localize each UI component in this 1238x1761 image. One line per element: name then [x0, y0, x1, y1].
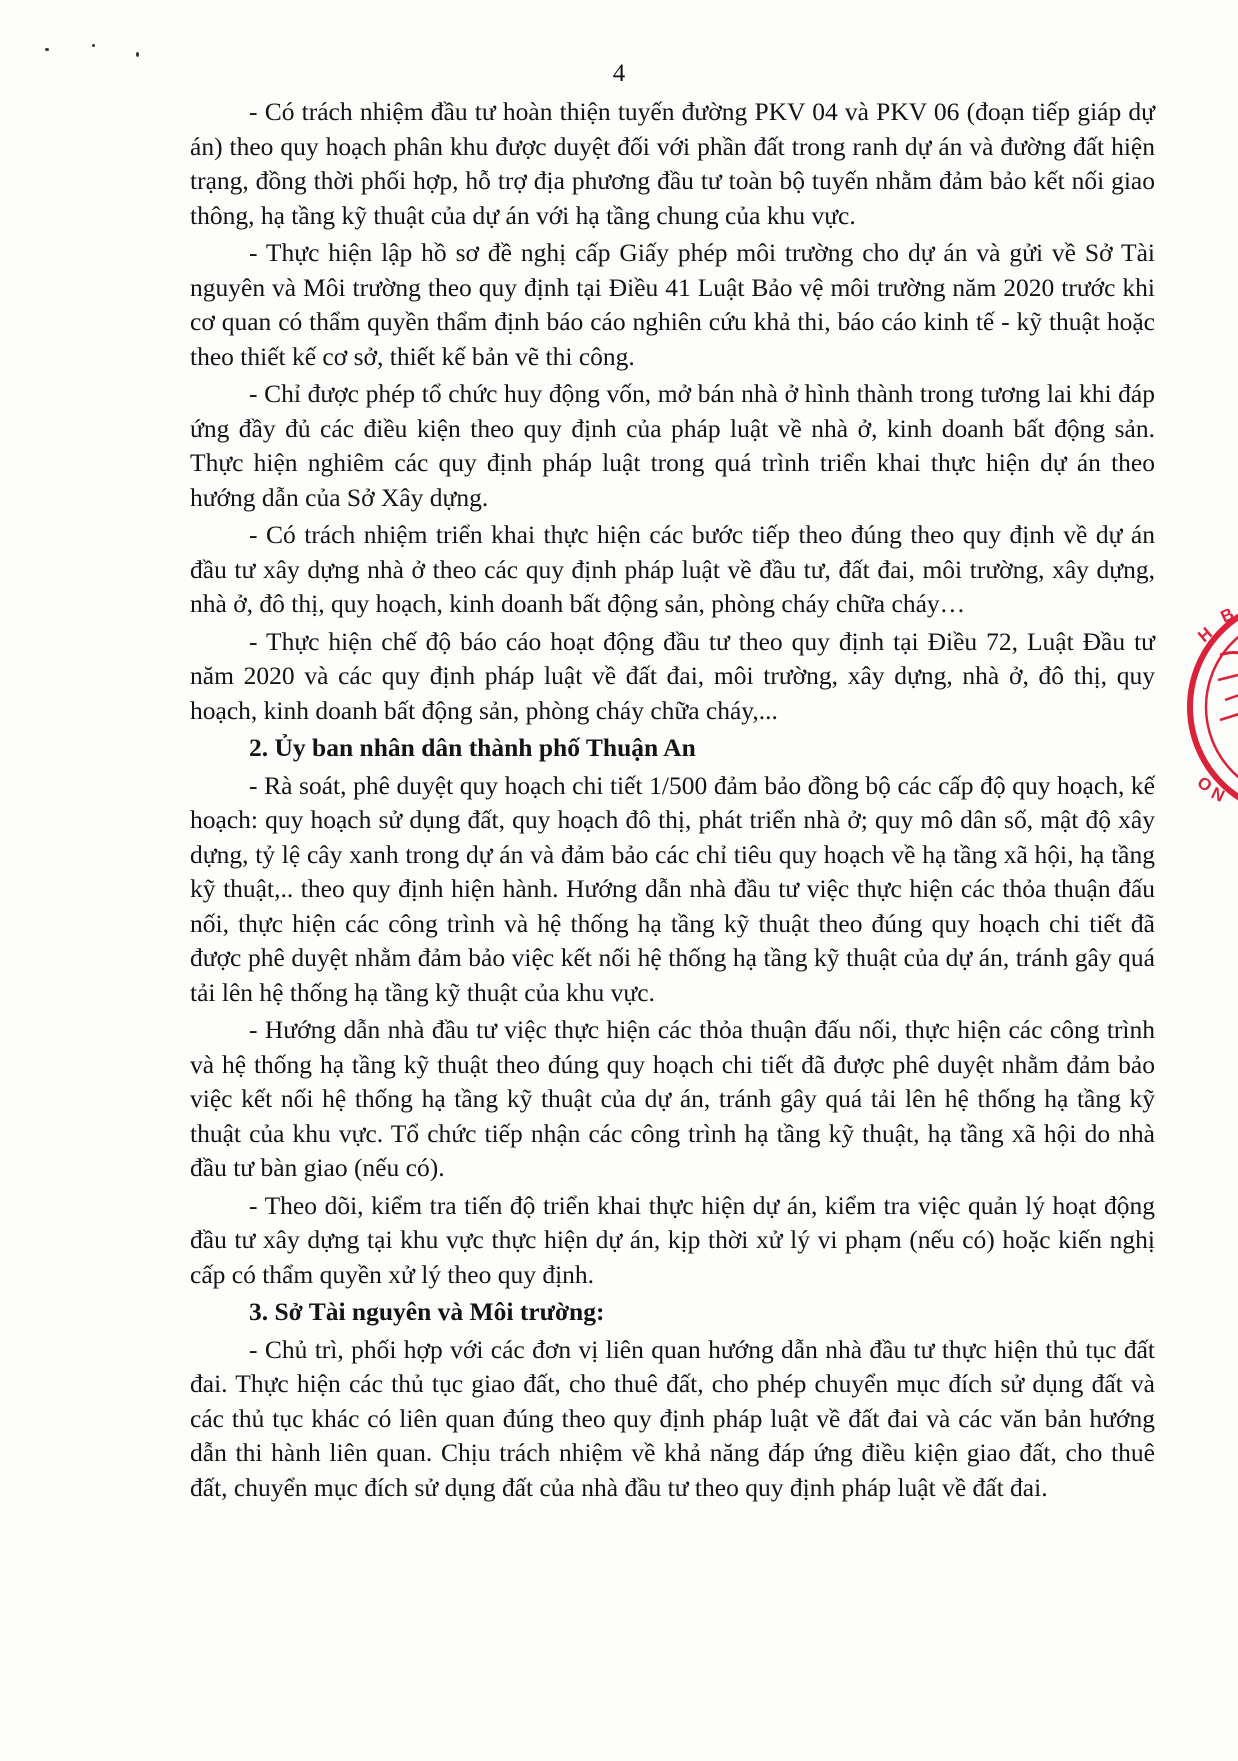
paragraph-capital-mobilization: - Chỉ được phép tổ chức huy động vốn, mở bán nhà ở hình thành trong tương lai khi đáp ứng đầy đủ các điều kiện theo quy định của pháp luật về nhà ở, kinh doanh bất động sản. Thực hiện nghiêm các quy định pháp luật trong quá trình triển khai thực hiện dự án theo hướng dẫn của Sở Xây dựng. — [190, 379, 1155, 512]
paragraph-environment-permit: - Thực hiện lập hồ sơ đề nghị cấp Giấy phép môi trường cho dự án và gửi về Sở Tài nguyên và Môi trường theo quy định tại Điều 41 Luật Bảo vệ môi trường năm 2020 trước khi cơ quan có thẩm quyền thẩm định báo cáo nghiên cứu khả thi, báo cáo kinh tế - kỹ thuật hoặc theo thiết kế cơ sở, thiết kế bản vẽ thi công. — [190, 238, 1155, 371]
red-seal-stamp — [1180, 585, 1238, 835]
paragraph-next-steps: - Có trách nhiệm triển khai thực hiện các bước tiếp theo đúng theo quy định về dự án đầu tư xây dựng nhà ở theo các quy định pháp luật về đầu tư, đất đai, môi trường, xây dựng, nhà ở, đô thị, quy hoạch, kinh doanh bất động sản, phòng cháy chữa cháy… — [190, 520, 1155, 618]
paragraph-land-procedures: - Chủ trì, phối hợp với các đơn vị liên quan hướng dẫn nhà đầu tư thực hiện thủ tục đất đai. Thực hiện các thủ tục giao đất, cho thuê đất, cho phép chuyển mục đích sử dụng đất và các thủ tục khác có liên quan đúng theo quy định pháp luật về đất đai và các văn bản hướng dẫn thi hành liên quan. Chịu trách nhiệm về khả năng đáp ứng điều kiện giao đất, cho thuê đất, chuyển mục đích sử dụng đất của nhà đầu tư theo quy định pháp luật về đất đai. — [190, 1334, 1155, 1502]
scan-speck — [92, 44, 95, 47]
page-number: 4 — [612, 60, 626, 87]
svg-text:H: H — [1194, 623, 1216, 647]
scan-speck — [45, 48, 49, 51]
section-heading-natural-resources: 3. Sở Tài nguyên và Môi trường: — [249, 1297, 605, 1326]
document-body — [190, 95, 1155, 1508]
svg-text:O: O — [1193, 772, 1216, 796]
paragraph-connection-guidance: - Hướng dẫn nhà đầu tư việc thực hiện các thỏa thuận đấu nối, thực hiện các công trình và hệ thống hạ tầng kỹ thuật theo đúng quy hoạch chi tiết đã được phê duyệt nhằm đảm bảo việc kết nối hệ thống hạ tầng kỹ thuật của dự án, tránh gây quá tải lên hệ thống hạ tầng kỹ thuật của khu vực. Tổ chức tiếp nhận các công trình hạ tầng kỹ thuật, hạ tầng xã hội do nhà đầu tư bàn giao (nếu có). — [190, 1015, 1155, 1182]
section-heading-thuan-an: 2. Ủy ban nhân dân thành phố Thuận An — [249, 733, 696, 762]
paragraph-detailed-planning: - Rà soát, phê duyệt quy hoạch chi tiết 1/500 đảm bảo đồng bộ các cấp độ quy hoạch, kế hoạch: quy hoạch sử dụng đất, quy hoạch đô thị, phát triển nhà ở; quy mô dân số, mật độ xây dựng, tỷ lệ cây xanh trong dự án và đảm bảo các chỉ tiêu quy hoạch về hạ tầng xã hội, hạ tầng kỹ thuật,.. theo quy định hiện hành. Hướng dẫn nhà đầu tư việc thực hiện các thỏa thuận đấu nối, thực hiện các công trình và hệ thống hạ tầng kỹ thuật theo đúng quy hoạch chi tiết đã được phê duyệt nhằm đảm bảo việc kết nối hệ thống hạ tầng kỹ thuật của dự án, tránh gây quá tải lên hệ thống hạ tầng kỹ thuật của khu vực. — [190, 770, 1155, 1007]
paragraph-road-investment: - Có trách nhiệm đầu tư hoàn thiện tuyến đường PKV 04 và PKV 06 (đoạn tiếp giáp dự án) theo quy hoạch phân khu được duyệt đối với phần đất trong ranh dự án và đường đất hiện trạng, đồng thời phối hợp, hỗ trợ địa phương đầu tư toàn bộ tuyến nhằm đảm bảo kết nối giao thông, hạ tầng kỹ thuật của dự án với hạ tầng chung của khu vực. — [190, 97, 1155, 230]
paragraph-reporting: - Thực hiện chế độ báo cáo hoạt động đầu tư theo quy định tại Điều 72, Luật Đầu tư năm 2020 và các quy định pháp luật về đất đai, môi trường, xây dựng, nhà ở, đô thị, quy hoạch, kinh doanh bất động sản, phòng cháy chữa cháy,... — [190, 626, 1155, 725]
paragraph-monitoring: - Theo dõi, kiểm tra tiến độ triển khai thực hiện dự án, kiểm tra việc quản lý hoạt động đầu tư xây dựng tại khu vực thực hiện dự án, kịp thời xử lý vi phạm (nếu có) hoặc kiến nghị cấp có thẩm quyền xử lý theo quy định. — [190, 1190, 1155, 1289]
scan-speck — [136, 52, 139, 57]
svg-text:N: N — [1208, 783, 1228, 806]
svg-text:B: B — [1217, 604, 1237, 627]
